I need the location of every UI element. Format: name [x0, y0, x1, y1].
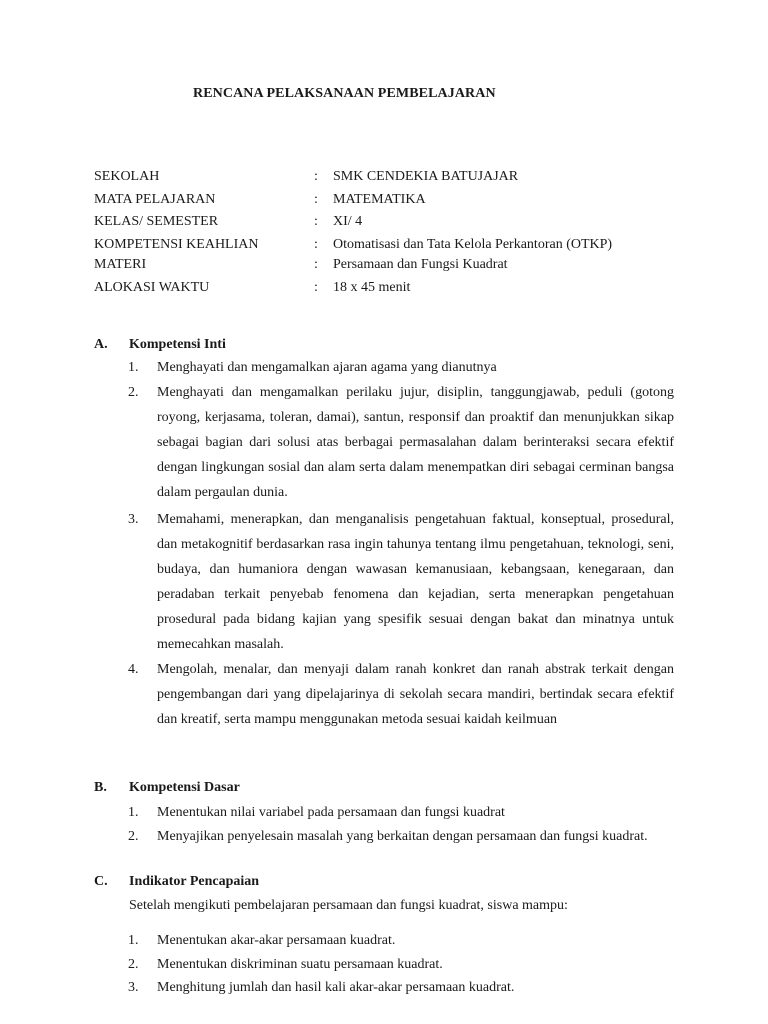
identity-label: MATERI: [94, 257, 147, 272]
section-letter: C.: [94, 874, 108, 889]
identity-label: SEKOLAH: [94, 169, 160, 184]
identity-value: Persamaan dan Fungsi Kuadrat: [333, 257, 508, 272]
identity-value: XI/ 4: [333, 214, 363, 229]
list-item-text: Menentukan akar-akar persamaan kuadrat.: [157, 933, 396, 948]
list-item-text: Memahami, menerapkan, dan menganalisis pengetahuan faktual, konseptual, prosedural, dan metakognitif berdasarkan rasa ingin tahunya tentang ilmu pengetahuan, teknologi, seni, budaya, dan humaniora dengan wawasan kemanusiaan, kebangsaan, kenegaraan, dan peradaban terkait penyebab fenomena dan kejadian, serta menerapkan pengetahuan prosedural pada bidang kajian yang spesifik sesuai dengan bakat dan minatnya untuk memecahkan masalah.: [157, 512, 674, 652]
identity-label: KOMPETENSI KEAHLIAN: [94, 237, 259, 252]
list-item-text: Mengolah, menalar, dan menyaji dalam ranah konkret dan ranah abstrak terkait dengan pengembangan dari yang dipelajarinya di sekolah secara mandiri, bertindak secara efektif dan kreatif, serta mampu menggunakan metoda sesuai kaidah keilmuan: [157, 662, 674, 727]
identity-label: KELAS/ SEMESTER: [94, 214, 219, 229]
list-number: 1.: [128, 360, 139, 375]
list-number: 3.: [128, 980, 139, 995]
list-item-text: Menghayati dan mengamalkan ajaran agama yang dianutnya: [157, 360, 497, 375]
list-number: 2.: [128, 385, 139, 400]
identity-label: MATA PELAJARAN: [94, 192, 216, 207]
document-title: RENCANA PELAKSANAAN PEMBELAJARAN: [193, 86, 496, 101]
list-item-text: Menghitung jumlah dan hasil kali akar-akar persamaan kuadrat.: [157, 980, 515, 995]
section-heading: Kompetensi Dasar: [129, 780, 240, 795]
section-heading: Kompetensi Inti: [129, 337, 226, 352]
list-item-text: Menentukan diskriminan suatu persamaan kuadrat.: [157, 957, 443, 972]
section-letter: A.: [94, 337, 108, 352]
identity-colon: :: [314, 237, 318, 252]
identity-colon: :: [314, 257, 318, 272]
list-item-text: Menentukan nilai variabel pada persamaan dan fungsi kuadrat: [157, 805, 505, 820]
list-number: 4.: [128, 662, 139, 677]
identity-colon: :: [314, 214, 318, 229]
identity-value: SMK CENDEKIA BATUJAJAR: [333, 169, 519, 184]
section-letter: B.: [94, 780, 107, 795]
list-number: 2.: [128, 957, 139, 972]
identity-value: Otomatisasi dan Tata Kelola Perkantoran (OTKP): [333, 237, 613, 252]
identity-value: 18 x 45 menit: [333, 280, 411, 295]
list-number: 2.: [128, 829, 139, 844]
identity-label: ALOKASI WAKTU: [94, 280, 210, 295]
identity-colon: :: [314, 169, 318, 184]
identity-colon: :: [314, 192, 318, 207]
identity-colon: :: [314, 280, 318, 295]
section-intro: Setelah mengikuti pembelajaran persamaan dan fungsi kuadrat, siswa mampu:: [129, 898, 568, 913]
list-number: 1.: [128, 933, 139, 948]
section-heading: Indikator Pencapaian: [129, 874, 260, 889]
list-number: 3.: [128, 512, 139, 527]
identity-value: MATEMATIKA: [333, 192, 426, 207]
list-number: 1.: [128, 805, 139, 820]
list-item-text: Menghayati dan mengamalkan perilaku jujur, disiplin, tanggungjawab, peduli (gotong royong, kerjasama, toleran, damai), santun, responsif dan proaktif dan menunjukkan sikap sebagai bagian dari solusi atas berbagai permasalahan dalam berinteraksi secara efektif dengan lingkungan sosial dan alam serta dalam menempatkan diri sebagai cerminan bangsa dalam pergaulan dunia.: [157, 385, 674, 500]
list-item-text: Menyajikan penyelesain masalah yang berkaitan dengan persamaan dan fungsi kuadrat.: [157, 829, 648, 844]
